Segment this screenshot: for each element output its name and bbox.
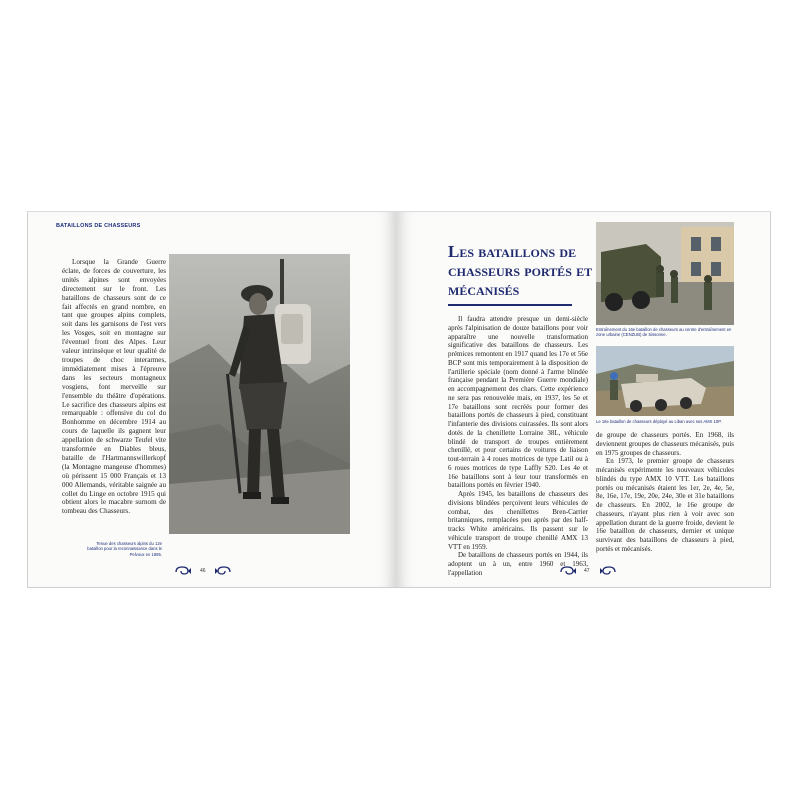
bottom-photo-caption: Le 16e bataillon de chasseurs déployé au Liban avec ses AMX 10P. (596, 419, 722, 424)
right-page (396, 211, 771, 588)
bugle-horn-icon (174, 565, 192, 576)
paragraph: En 1973, le premier groupe de chasseurs mécanisés expérimente les nouveaux véhicules blindés du type AMX 10 VTT. Les bataillons portés ou mécanisés étaient les 1er, 2e, 4e, 5e, 8e, 16e, 17e, 19e, 20e, 24e, 30e et 31e bataillons de chasseurs. En 2002, le 16e groupe de chasseurs, n'ayant plus rien à voir avec son appellation durant de la guerre froide, devient le 16e bataillon de chasseurs, dernier et unique survivant des bataillons de chasseurs à pied, portés et mécanisés. (596, 457, 734, 553)
paragraph: Après 1945, les bataillons de chasseurs des divisions blindées perçoivent leurs véhicules de combat, des chenillettes Bren-Carrier britanniques, remplacées peu après par des half-tracks White américains. Ils passent sur le véhicule transport de troupe chenillé AMX 13 VTT en 1959. (448, 490, 588, 551)
paragraph: De bataillons de chasseurs portés en 1944, ils adoptent un à un, entre 1960 et 1963, l'appellation (448, 551, 588, 577)
bugle-horn-icon (559, 565, 577, 576)
urban-training-photo (596, 222, 734, 325)
right-page-number: 47 (584, 568, 590, 574)
photo-caption: Tenue des chasseurs alpins du 12e bataillon pour la reconnaissance dans le Pelvoux en 1895. (87, 541, 162, 557)
bugle-horn-icon (599, 565, 617, 576)
top-photo-caption: Entraînement du 16e bataillon de chasseurs au centre d'entraînement en zone urbaine (CENZUB) de Sissonne. (596, 327, 732, 338)
chapter-title: Les bataillons de chasseurs portés et mécanisés (448, 242, 593, 299)
soldier-illustration (169, 254, 350, 534)
right-body-column-2 (596, 431, 734, 554)
left-page (27, 211, 396, 588)
left-body-text (62, 258, 166, 516)
right-body-column-1 (448, 315, 588, 578)
left-paragraph: Lorsque la Grande Guerre éclate, de forces de couverture, les unités alpines sont envoyées directement sur le front. Les bataillons de chasseurs sont de ce fait affectés en grand nombre, en tant que groupes alpins complets, soit dans les garnisons de l'est vers les Vosges, soit en montagne sur l'éventuel front des Alpes. Leur valeur intrinsèque et leur qualité de troupes de choc interarmes, immédiatement mises à l'épreuve dans les secteurs montagneux vosgiens, font merveille sur l'ensemble du théâtre d'opérations. Le sacrifice des chasseurs alpins est remarquable : offensive du col du Bonhomme en décembre 1914 au cours de laquelle ils gagnent leur appellation de schwarze Teufel vite transformée en Diables bleus, bataille de l'Hartmannswillerkopf (la Montagne mangeuse d'hommes) où périssent 15 000 Français et 13 000 Allemands, véritable saignée au collet du Linge en octobre 1915 qui obtient alors le macabre surnom de tombeau des Chasseurs. (62, 258, 166, 516)
lebanon-illustration (596, 346, 734, 416)
lebanon-deployment-photo (596, 346, 734, 416)
bugle-horn-icon (214, 565, 232, 576)
paragraph: Il faudra attendre presque un demi-siècle après l'alpinisation de douze bataillons pour voir apparaître une nouvelle transformation significative des bataillons de chasseurs. Les prémices remontent en 1917 quand les 17e et 56e BCP sont mis temporairement à la disposition de l'artillerie spéciale (nom donné à l'arme blindée française pendant la Première Guerre mondiale) en accompagnement des chars. Cette expérience ne sera pas renouvelée mais, en 1937, les 5e et 17e bataillons sont recréés pour former des bataillons portés de chasseurs à pied, constituant l'infanterie des divisions cuirassées. Ils sont alors dotés de la chenillette Lorraine 38L, véhicule blindé de transport de troupes entièrement chenillé, et pour certains de voitures de liaison tout-terrain à 4 roues motrices de type Latil ou à 6 roues motrices de type Laffly S20. Les 4e et 16e bataillons sont à leur tour transformés en bataillons portés en février 1940. (448, 315, 588, 490)
paragraph: de groupe de chasseurs portés. En 1968, ils deviennent groupes de chasseurs mécanisés, puis en 1975 groupes de chasseurs. (596, 431, 734, 457)
title-underline (448, 304, 572, 306)
urban-training-illustration (596, 222, 734, 325)
running-head: BATAILLONS DE CHASSEURS (56, 223, 141, 229)
alpine-soldier-photo (169, 254, 350, 534)
left-page-number: 46 (200, 568, 206, 574)
book-spread (27, 211, 770, 586)
